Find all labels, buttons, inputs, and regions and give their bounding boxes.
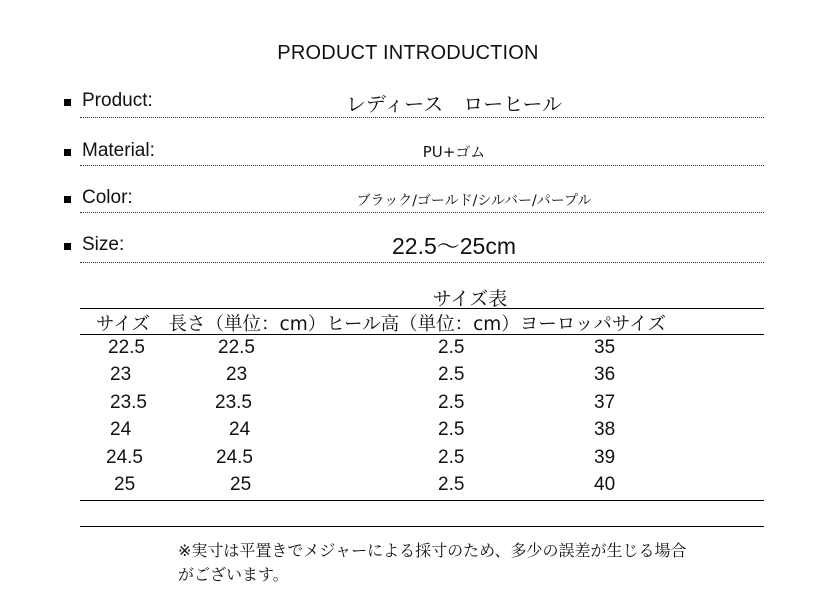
cell-heel: 2.5 — [438, 337, 465, 358]
cell-heel: 2.5 — [438, 447, 465, 468]
spec-value-material: PU+ゴム — [422, 143, 486, 161]
divider — [80, 212, 764, 213]
table-row — [0, 474, 816, 501]
table-row — [0, 392, 816, 419]
bullet-icon — [64, 99, 71, 106]
spec-label-color: Color: — [82, 187, 133, 208]
cell-size: 25 — [114, 474, 136, 495]
cell-length: 22.5 — [218, 337, 255, 358]
cell-eu-size: 40 — [594, 474, 616, 495]
cell-eu-size: 38 — [594, 419, 616, 440]
cell-heel: 2.5 — [438, 364, 465, 385]
cell-length: 25 — [230, 474, 252, 495]
cell-heel: 2.5 — [438, 474, 465, 495]
cell-heel: 2.5 — [438, 419, 465, 440]
size-table-header: サイズ 長さ（単位：cm）ヒール高（単位：cm）ヨーロッパサイズ — [96, 314, 666, 335]
divider — [80, 165, 764, 166]
table-row — [0, 447, 816, 474]
measurement-note — [178, 539, 778, 587]
table-row — [0, 337, 816, 364]
table-header-rule — [80, 334, 764, 335]
spec-value-product: レディース ローヒール — [345, 92, 563, 116]
divider — [80, 117, 764, 118]
spec-value-size: 22.5～25cm — [391, 233, 516, 259]
cell-eu-size: 37 — [594, 392, 616, 413]
note-line-2: がございます。 — [178, 565, 289, 584]
cell-length: 23.5 — [215, 392, 252, 413]
cell-size: 23 — [110, 364, 132, 385]
bullet-icon — [64, 149, 71, 156]
cell-length: 23 — [226, 364, 248, 385]
spec-value-color: ブラック/ゴールド/シルバー/パープル — [356, 193, 592, 209]
cell-heel: 2.5 — [438, 392, 465, 413]
spec-row-product — [64, 88, 764, 128]
table-top-rule — [80, 308, 764, 309]
spec-row-color — [64, 185, 764, 225]
table-row — [0, 419, 816, 446]
page-title: PRODUCT INTRODUCTION — [277, 42, 539, 64]
cell-size: 22.5 — [108, 337, 145, 358]
cell-length: 24 — [229, 419, 251, 440]
cell-size: 24.5 — [106, 447, 143, 468]
spec-label-size: Size: — [82, 234, 125, 255]
cell-eu-size: 35 — [594, 337, 616, 358]
spec-row-size — [64, 232, 764, 272]
table-row — [0, 364, 816, 391]
size-table-caption: サイズ表 — [432, 288, 508, 310]
divider — [80, 262, 764, 263]
spec-row-material — [64, 138, 764, 178]
cell-size: 24 — [110, 419, 132, 440]
spec-label-material: Material: — [82, 140, 155, 161]
bullet-icon — [64, 196, 71, 203]
bullet-icon — [64, 243, 71, 250]
note-line-1: ※実寸は平置きでメジャーによる採寸のため、多少の誤差が生じる場合 — [178, 541, 687, 560]
spec-label-product: Product: — [82, 90, 153, 111]
table-row-rule — [80, 500, 764, 501]
cell-eu-size: 39 — [594, 447, 616, 468]
table-bottom-rule — [80, 526, 764, 527]
cell-eu-size: 36 — [594, 364, 616, 385]
cell-size: 23.5 — [110, 392, 147, 413]
cell-length: 24.5 — [216, 447, 253, 468]
